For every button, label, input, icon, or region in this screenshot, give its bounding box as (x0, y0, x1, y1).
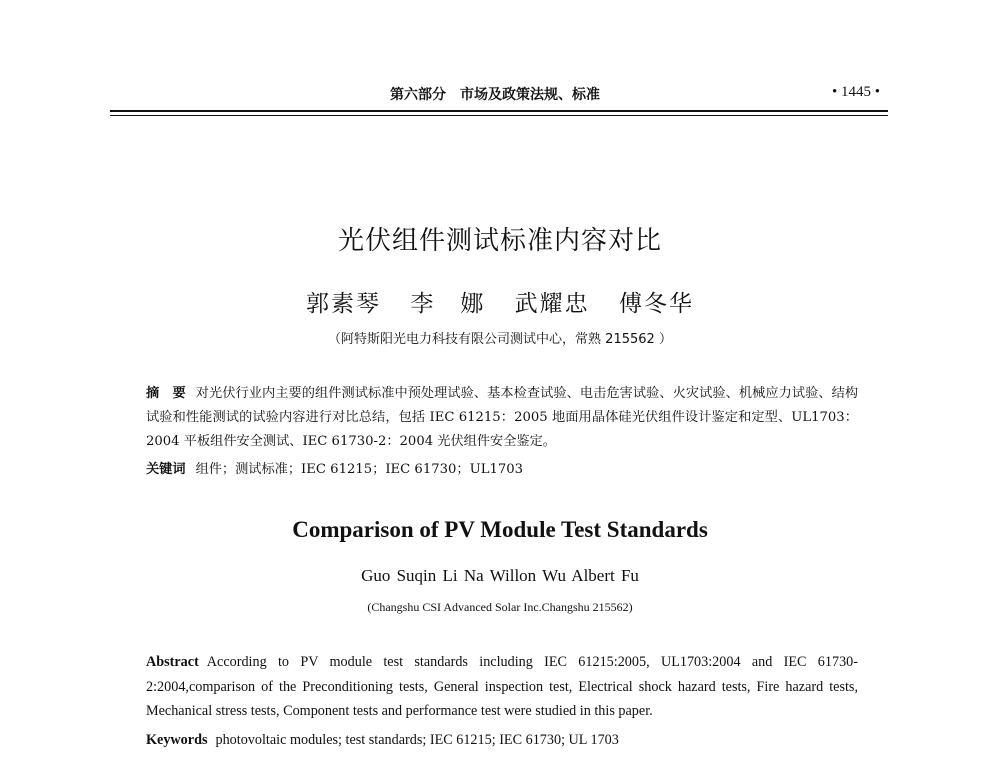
author-2: 李 娜 (410, 291, 486, 317)
chinese-authors (0, 285, 1000, 318)
english-keywords-label: Keywords (146, 732, 208, 748)
english-keywords-text: photovoltaic modules; test standards; IEC 61215; IEC 61730; UL 1703 (215, 732, 619, 748)
header-rule-thick (110, 110, 888, 112)
english-abstract-label: Abstract (146, 654, 199, 670)
chinese-title: 光伏组件测试标准内容对比 (337, 226, 662, 256)
author-3: 武耀忠 (514, 291, 590, 317)
chinese-abstract (146, 382, 858, 454)
chinese-keywords-text: 组件；测试标准；IEC 61215；IEC 61730；UL1703 (195, 462, 524, 477)
english-affiliation: (Changshu CSI Advanced Solar Inc.Changshu 215562) (367, 600, 633, 614)
english-title: Comparison of PV Module Test Standards (292, 517, 708, 542)
author-1: 郭素琴 (306, 291, 382, 317)
page-number: • 1445 • (831, 84, 880, 100)
english-abstract (146, 650, 858, 724)
chinese-keywords (146, 458, 858, 482)
chinese-abstract-label: 摘 要 (146, 386, 186, 401)
author-4: 傅冬华 (618, 291, 694, 317)
chinese-keywords-label: 关键词 (146, 462, 186, 477)
section-title: 第六部分 市场及政策法规、标准 (390, 87, 600, 103)
chinese-abstract-text: 对光伏行业内主要的组件测试标准中预处理试验、基本检查试验、电击危害试验、火灾试验、机械应力试验、结构试验和性能测试的试验内容进行对比总结，包括 IEC 61215：2005 地面用晶体硅光伏组件设计鉴定和定型、UL1703：2004 平板组件安全测试、IEC 61730-2：2004 光伏组件安全鉴定。 (146, 386, 859, 449)
running-header (110, 84, 888, 108)
header-rule-thin (110, 115, 888, 116)
english-abstract-text: According to PV module test standards including IEC 61215:2005, UL1703:2004 and IEC 61730-2:2004,comparison of the Preconditioning tests, General inspection test, Electrical shock hazard tests, Fire hazard tests, Mechanical stress tests, Component tests and performance test were studied in this paper. (146, 654, 858, 719)
english-keywords (146, 728, 858, 752)
english-authors: Guo Suqin Li Na Willon Wu Albert Fu (361, 566, 639, 585)
chinese-affiliation: （阿特斯阳光电力科技有限公司测试中心，常熟 215562 ） (328, 332, 672, 347)
